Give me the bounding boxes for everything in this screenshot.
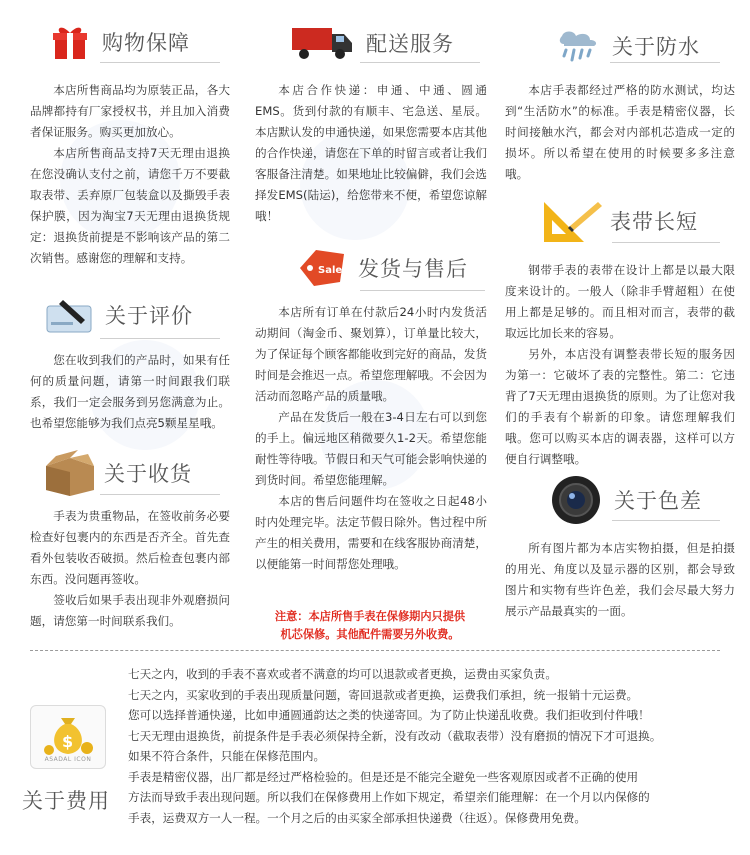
color-title: 关于色差 <box>614 489 702 513</box>
review-body <box>30 350 230 434</box>
color-header <box>550 474 702 526</box>
receipt-title: 关于收货 <box>104 462 192 486</box>
ruler-triangle-icon <box>540 196 606 246</box>
fee-line: 七天之内，买家收到的手表出现质量问题，寄回退款或者更换，运费我们承担，统一报销十元运费。 <box>128 687 639 702</box>
fee-line: 手表，运费双方一人一程。一个月之后的由买家全部承担快递费（往返）。保修费用免费。 <box>128 810 586 825</box>
after-sale-paragraph: 本店的售后问题件均在签收之日起48小时内处理完毕。法定节假日除外。售过程中所产生的相关费用，需要和在线客服协商清楚，以便能第一时间帮您处理哦。 <box>255 494 487 571</box>
fee-line: 如果不符合条件，只能在保修范围内。 <box>128 749 326 763</box>
after-sale-header <box>296 246 468 290</box>
guarantee-paragraph: 本店所售商品支持7天无理由退换在您没确认支付之前，请您千万不要截取表带、丢弃原厂包装盒以及撕毁手表保护膜，因为淘宝7天无理由退换货规定：退换货前提是不影响该产品的第二次销售。感谢您的理解和支持。 <box>30 146 230 265</box>
after-sale-notice <box>250 608 490 644</box>
receipt-underline <box>100 494 220 495</box>
waterproof-paragraph: 本店手表都经过严格的防水测试，均达到“生活防水”的标准。手表是精密仪器，长时间接触水汽，都会对内部机芯造成一定的损坏。所以希望在使用的时候要多多注意哦。 <box>505 83 735 181</box>
strap-body <box>505 260 735 470</box>
shipping-underline <box>360 62 480 63</box>
fee-line: 七天无理由退换货，前提条件是手表必须保持全新，没有改动（截取表带）没有磨损的情况下才可退换。 <box>128 728 662 743</box>
shipping-paragraph: 本店合作快递：申通、中通、圆通EMS。货到付款的有顺丰、宅急送、星辰。本店默认发的申通快递，如果您需要本店其他的合作快递，请您在下单的时留言或者让我们客服备注清楚。如果地址比较偏僻，我们会选择发EMS(陆运)，给您带来不便，希望您谅解哦！ <box>255 83 487 223</box>
strap-title: 表带长短 <box>610 210 698 234</box>
after-sale-paragraph: 本店所有订单在付款后24小时内发货活动期间（淘金币、聚划算），订单量比较大，为了保证每个顾客都能收到完好的商品，发货时间是会推迟一点。希望您理解哦。不会因为活动而忽略产品的质量哦。 <box>255 305 487 403</box>
after-sale-title: 发货与售后 <box>358 257 468 281</box>
fee-line: 方法而导致手表出现问题。所以我们在保修费用上作如下规定，希望亲们能理解：在一个月以内保修的 <box>128 790 650 804</box>
strap-header <box>540 196 698 246</box>
review-underline <box>100 338 220 339</box>
fee-line: 手表是精密仪器，出厂都是经过严格检验的。但是还是不能完全避免一些客观原因或者不正确的使用 <box>128 769 639 784</box>
svg-text:Sale: Sale <box>318 265 343 276</box>
waterproof-header <box>556 28 700 64</box>
color-paragraph: 所有图片都为本店实物拍摄，但是拍摄的用光、角度以及显示器的区别，都会导致图片和实物有些许色差，我们会尽最大努力展示产品最真实的一面。 <box>505 541 735 618</box>
guarantee-paragraph: 本店所售商品均为原装正品，各大品牌都持有厂家授权书，并且加入消费者保证服务。购买更加放心。 <box>30 83 230 139</box>
cardboard-box-icon <box>42 448 98 498</box>
color-underline <box>612 520 720 521</box>
money-bag-icon <box>31 708 105 758</box>
fee-title: 关于费用 <box>22 789 110 813</box>
waterproof-body <box>505 80 735 185</box>
receipt-header <box>42 448 192 498</box>
pen-card-icon <box>45 296 95 334</box>
section-divider <box>30 650 720 651</box>
review-header <box>45 296 193 334</box>
shipping-title: 配送服务 <box>366 32 454 56</box>
fee-icon-box <box>30 705 106 769</box>
review-paragraph: 您在收到我们的产品时，如果有任何的质量问题，请第一时间跟我们联系，我们一定会服务到另您满意为止。也希望您能够为我们点亮5颗星星哦。 <box>30 353 230 430</box>
camera-lens-icon <box>550 474 602 526</box>
after-sale-notice-line: 注意：本店所售手表在保修期内只提供 <box>274 610 466 623</box>
receipt-body <box>30 506 230 632</box>
review-title: 关于评价 <box>105 304 193 328</box>
guarantee-underline <box>100 62 220 63</box>
delivery-truck-icon <box>290 26 354 60</box>
guarantee-body <box>30 80 230 269</box>
after-sale-paragraph: 产品在发货后一般在3-4日左右可以到您的手上。偏远地区稍微要久1-2天。希望您能耐性等待哦。节假日和天气可能会影响快递的到货时间。希望您能理解。 <box>255 410 487 487</box>
after-sale-notice-line: 机芯保修。其他配件需要另外收费。 <box>280 628 460 641</box>
guarantee-title: 购物保障 <box>102 31 190 55</box>
gift-box-icon <box>50 22 90 62</box>
shipping-body <box>255 80 487 227</box>
fee-icon-caption: ASADAL ICON <box>44 756 92 763</box>
after-sale-underline <box>360 290 485 291</box>
sale-tag-icon <box>296 246 348 290</box>
waterproof-title: 关于防水 <box>612 35 700 59</box>
strap-paragraph: 另外，本店没有调整表带长短的服务因为第一：它破坏了表的完整性。第二：它违背了7天无理由退换货的原则。为了让您对我们的手表有个崭新的印象。请您理解我们哦。您可以购买本店的调表器，这样可以方便自行调整哦。 <box>505 347 735 466</box>
svg-text:$: $ <box>62 732 74 751</box>
guarantee-header <box>50 22 190 62</box>
fee-body <box>128 664 728 828</box>
strap-paragraph: 钢带手表的表带在设计上都是以最大限度来设计的。一般人（除非手臂超粗）在使用上都是足够的。而且相对而言，表带的截取远比加长来的容易。 <box>505 263 735 340</box>
color-body <box>505 538 735 622</box>
fee-line: 七天之内，收到的手表不喜欢或者不满意的均可以退款或者更换，运费由买家负责。 <box>128 667 557 681</box>
strap-underline <box>612 242 720 243</box>
water-drops-icon <box>556 28 600 64</box>
shipping-header <box>290 26 454 60</box>
fee-line: 您可以选择普通快递，比如申通圆通韵达之类的快递寄回。为了防止快递乱收费。我们拒收到付件哦！ <box>128 708 650 722</box>
receipt-paragraph: 手表为贵重物品，在签收前务必要检查好包裹内的东西是否齐全。首先查看外包装收否破损。然后检查包裹内部东西。没问题再签收。 <box>30 509 230 586</box>
waterproof-underline <box>610 62 720 63</box>
receipt-paragraph: 签收后如果手表出现非外观磨损问题，请您第一时间联系我们。 <box>30 593 230 628</box>
after-sale-body <box>255 302 487 575</box>
